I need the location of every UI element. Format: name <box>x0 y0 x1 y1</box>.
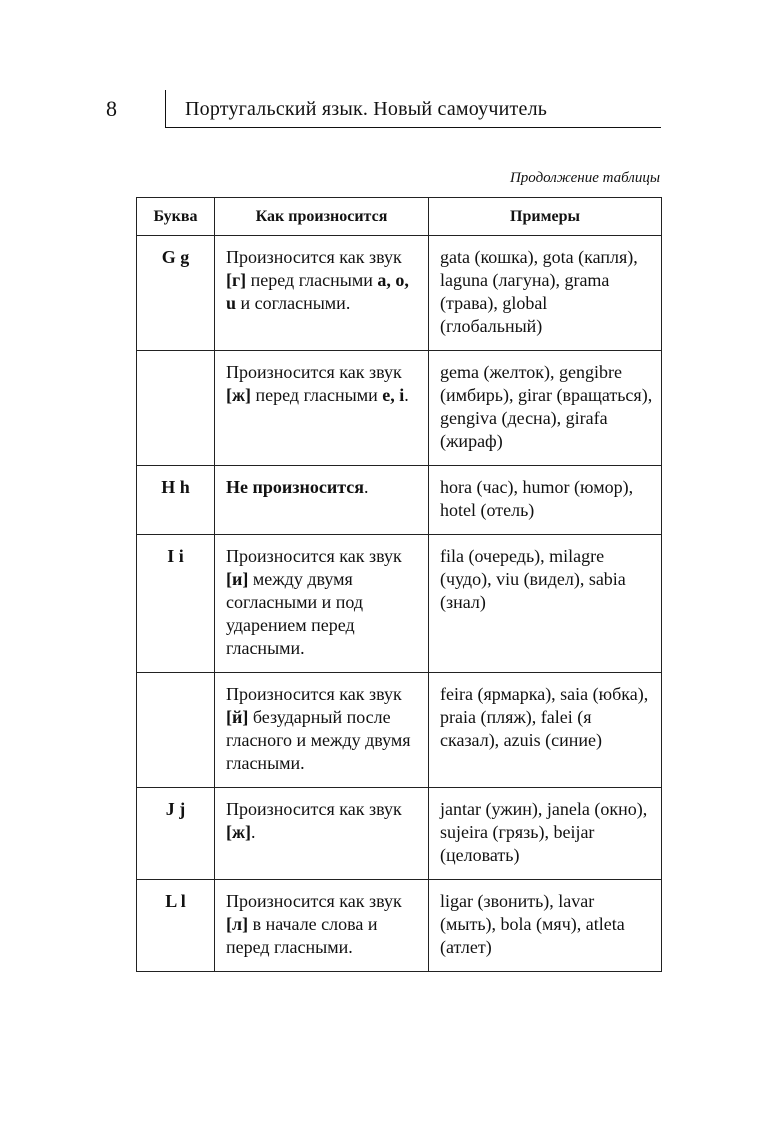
pronunciation-cell <box>215 236 429 351</box>
text-segment: . <box>364 477 369 497</box>
letter-cell <box>137 351 215 466</box>
pronunciation-cell <box>215 351 429 466</box>
text-segment: . <box>251 822 256 842</box>
text-segment: Произносится как звук <box>226 362 402 382</box>
table-row <box>137 673 662 788</box>
bold-text: [й] <box>226 707 249 727</box>
table-row <box>137 351 662 466</box>
examples-cell: hora (час), humor (юмор), hotel (отель) <box>429 466 662 535</box>
pronunciation-cell <box>215 466 429 535</box>
letter-cell: H h <box>137 466 215 535</box>
examples-cell: jantar (ужин), janela (окно), sujeira (грязь), beijar (целовать) <box>429 788 662 880</box>
column-header-examples: Примеры <box>429 198 662 236</box>
examples-cell: fila (очередь), milagre (чудо), viu (видел), sabia (знал) <box>429 535 662 673</box>
bold-text: a, o, u <box>226 270 409 313</box>
column-header-pronunciation: Как произносится <box>215 198 429 236</box>
examples-cell: ligar (звонить), lavar (мыть), bola (мяч), atleta (атлет) <box>429 880 662 972</box>
text-segment: . <box>404 385 409 405</box>
text-segment: Произносится как звук <box>226 247 402 267</box>
pronunciation-table <box>136 197 662 972</box>
text-segment: Произносится как звук <box>226 891 402 911</box>
examples-cell: gata (кошка), gota (капля), laguna (лагуна), grama (трава), global (глобальный) <box>429 236 662 351</box>
table-header-row <box>137 198 662 236</box>
table-row <box>137 788 662 880</box>
text-segment: и согласными. <box>236 293 351 313</box>
pronunciation-cell <box>215 880 429 972</box>
text-segment: Произносится как звук <box>226 546 402 566</box>
bold-text: [ж] <box>226 822 252 842</box>
text-segment: Произносится как звук <box>226 684 402 704</box>
text-segment: безударный после гласного и между двумя гласными. <box>226 707 411 773</box>
pronunciation-cell <box>215 673 429 788</box>
letter-cell <box>137 673 215 788</box>
bold-text: [ж] <box>226 385 252 405</box>
bold-text: [л] <box>226 914 249 934</box>
table-row <box>137 236 662 351</box>
letter-cell: G g <box>137 236 215 351</box>
text-segment: Произносится как звук <box>226 799 402 819</box>
examples-cell: gema (желток), gengibre (имбирь), girar (вращаться), gengiva (десна), girafa (жираф) <box>429 351 662 466</box>
text-segment: перед гласными <box>246 270 378 290</box>
table-row <box>137 880 662 972</box>
pronunciation-cell <box>215 535 429 673</box>
table-caption: Продолжение таблицы <box>509 170 660 186</box>
running-title: Португальский язык. Новый самоучитель <box>185 98 548 120</box>
bold-text: Не произносится <box>226 477 364 497</box>
header-rule <box>165 127 661 128</box>
letter-cell: I i <box>137 535 215 673</box>
text-segment: в начале слова и перед гласными. <box>226 914 378 957</box>
header-separator <box>165 90 166 128</box>
table-row <box>137 535 662 673</box>
bold-text: [г] <box>226 270 247 290</box>
letter-cell: L l <box>137 880 215 972</box>
bold-text: e, i <box>382 385 405 405</box>
pronunciation-cell <box>215 788 429 880</box>
page-number: 8 <box>106 96 117 121</box>
examples-cell: feira (ярмарка), saia (юбка), praia (пляж), falei (я сказал), azuis (синие) <box>429 673 662 788</box>
table-row <box>137 466 662 535</box>
column-header-letter: Буква <box>137 198 215 236</box>
letter-cell: J j <box>137 788 215 880</box>
text-segment: между двумя согласными и под ударением перед гласными. <box>226 569 364 658</box>
text-segment: перед гласными <box>251 385 383 405</box>
bold-text: [и] <box>226 569 249 589</box>
